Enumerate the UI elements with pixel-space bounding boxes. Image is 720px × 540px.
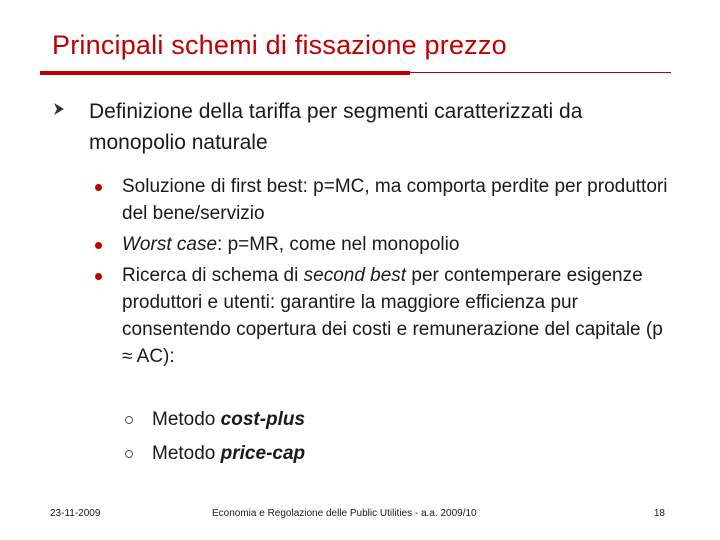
- sub-point-worst-case: [95, 231, 675, 258]
- arrow-bullet-icon: [52, 102, 66, 116]
- ring-bullet-icon: [125, 450, 133, 458]
- sub-point-text: Soluzione di first best: p=MC, ma comporta perdite per produttori del bene/servizio: [122, 176, 668, 224]
- footer-date: 23-11-2009: [50, 508, 101, 519]
- sub-point-list: [95, 173, 675, 374]
- sub-point-italic-term: Worst case: [122, 234, 218, 255]
- sub-point-italic-term: second best: [303, 265, 407, 286]
- method-item-cost-plus: [125, 406, 305, 433]
- ring-bullet-icon: [125, 416, 133, 424]
- footer-course: Economia e Regolazione delle Public Utilities - a.a. 2009/10: [212, 508, 477, 519]
- method-name: price-cap: [220, 443, 306, 464]
- sub-point-text: Ricerca di schema di: [122, 265, 304, 286]
- method-name: cost-plus: [220, 409, 306, 430]
- dot-bullet-icon: [95, 242, 102, 249]
- footer-page-number: 18: [653, 508, 665, 519]
- main-point: [52, 96, 672, 158]
- method-list: [125, 406, 305, 474]
- sub-point-first-best: [95, 173, 675, 227]
- title-underline-thin: [410, 72, 671, 73]
- dot-bullet-icon: [95, 273, 102, 280]
- title-underline-thick: [40, 71, 410, 75]
- main-point-text: Definizione della tariffa per segmenti caratterizzati da monopolio naturale: [89, 100, 583, 154]
- method-prefix: Metodo: [152, 443, 221, 464]
- dot-bullet-icon: [95, 184, 102, 191]
- sub-point-second-best: [95, 262, 675, 370]
- sub-point-text: per contemperare esigenze produttori e utenti: garantire la maggiore efficienza pur consentendo copertura dei costi e remunerazione del capitale (p ≈ AC):: [122, 265, 663, 367]
- method-item-price-cap: [125, 440, 305, 467]
- method-prefix: Metodo: [152, 409, 221, 430]
- slide-title: Principali schemi di fissazione prezzo: [52, 30, 507, 60]
- sub-point-text: : p=MR, come nel monopolio: [217, 234, 460, 255]
